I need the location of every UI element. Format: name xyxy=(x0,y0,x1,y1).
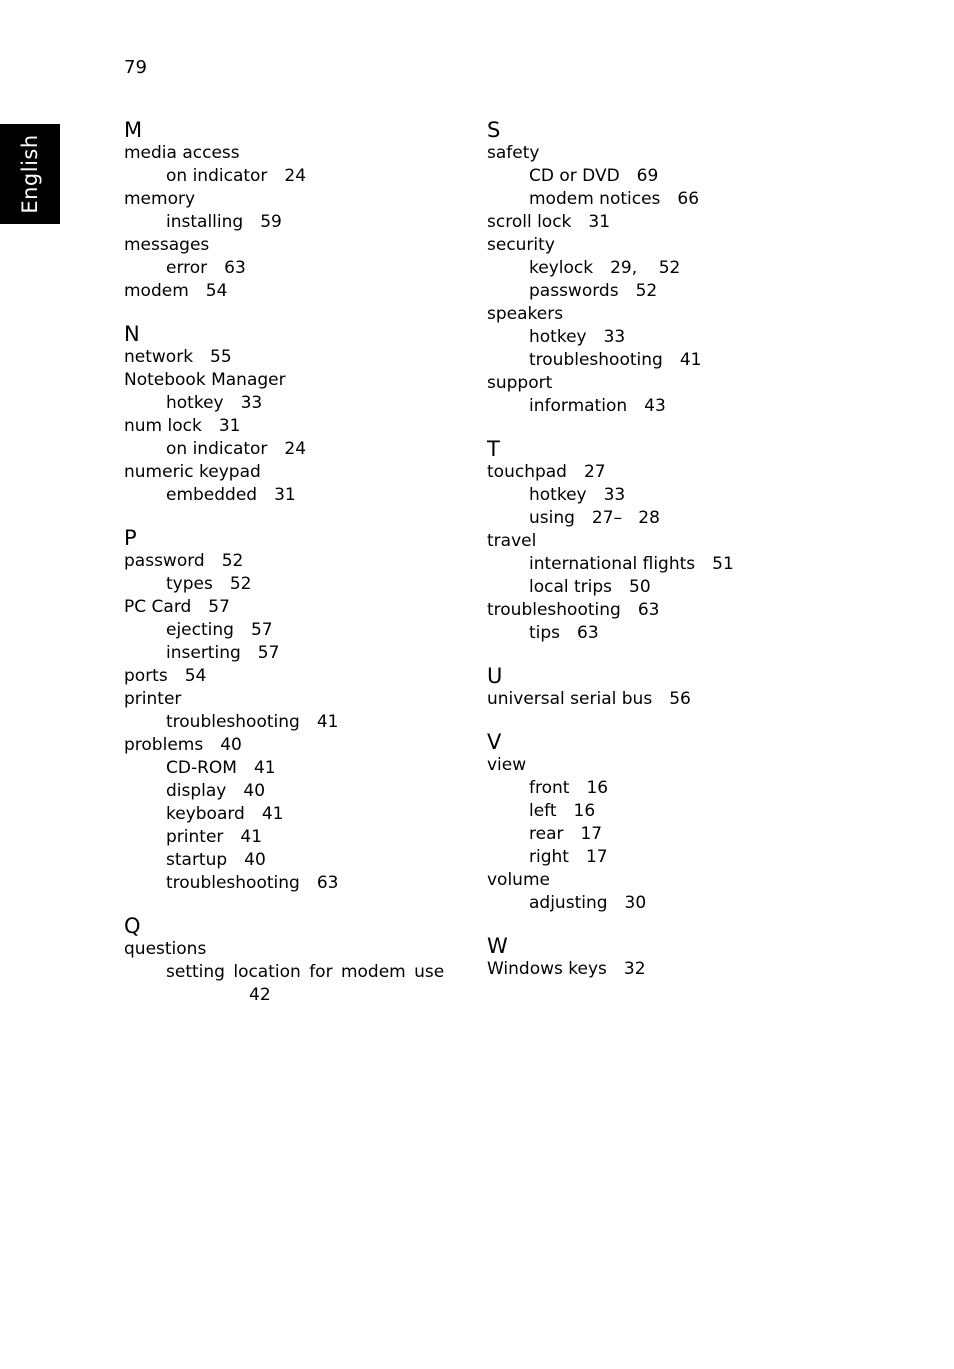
index-subentry xyxy=(124,484,454,507)
entry-term: password xyxy=(124,551,205,571)
entry-term: universal serial bus xyxy=(487,689,653,709)
entry-term: printer xyxy=(166,827,224,847)
entry-page-ref: 43 xyxy=(644,396,666,416)
index-section-p xyxy=(124,524,454,895)
index-entry xyxy=(124,938,454,961)
entry-page-ref: 69 xyxy=(636,166,659,186)
entry-term: ejecting xyxy=(166,620,234,640)
entry-page-ref: 51 xyxy=(712,554,734,574)
entry-page-ref: 33 xyxy=(240,393,263,413)
entry-term: using xyxy=(529,508,575,528)
entry-term: information xyxy=(529,396,628,416)
entry-term: ports xyxy=(124,666,168,686)
entry-page-ref: 63 xyxy=(224,258,246,278)
entry-page-ref: 40 xyxy=(220,735,242,755)
entry-term: touchpad xyxy=(487,462,567,482)
entry-term: network xyxy=(124,347,194,367)
index-subentry xyxy=(487,846,777,869)
section-letter: Q xyxy=(124,914,141,938)
index-subentry xyxy=(487,892,777,915)
entry-term: security xyxy=(487,235,555,255)
index-subentry xyxy=(487,280,777,303)
index-entry xyxy=(487,234,777,257)
entry-page-ref: 33 xyxy=(603,327,626,347)
entry-term: hotkey xyxy=(166,393,224,413)
entry-page-ref: 63 xyxy=(316,873,339,893)
entry-page-ref: 42 xyxy=(249,985,271,1005)
index-subentry xyxy=(124,826,454,849)
section-letter: M xyxy=(124,118,143,142)
entry-term: passwords xyxy=(529,281,619,301)
index-subentry xyxy=(487,165,777,188)
language-tab-label: English xyxy=(18,134,42,214)
entry-page-ref: 33 xyxy=(603,485,626,505)
entry-page-ref: 63 xyxy=(637,600,660,620)
entry-term: speakers xyxy=(487,304,564,324)
entry-term: left xyxy=(529,801,557,821)
index-entry xyxy=(487,303,777,326)
index-subentry xyxy=(487,800,777,823)
entry-term: hotkey xyxy=(529,485,587,505)
section-letter: W xyxy=(487,934,508,958)
index-subentry xyxy=(124,757,454,780)
entry-page-ref: 24 xyxy=(284,439,307,459)
entry-page-ref: 31 xyxy=(218,416,241,436)
entry-term: types xyxy=(166,574,213,594)
entry-page-ref: 41 xyxy=(253,758,276,778)
entry-term: troubleshooting xyxy=(166,873,300,893)
entry-term: scroll lock xyxy=(487,212,572,232)
index-subentry xyxy=(124,165,454,188)
entry-page-ref: 57 xyxy=(257,643,280,663)
section-letter: P xyxy=(124,526,137,550)
entry-term: modem xyxy=(124,281,189,301)
entry-term: view xyxy=(487,755,527,775)
entry-page-ref: 57 xyxy=(208,597,230,617)
index-subentry xyxy=(487,326,777,349)
entry-page-ref: 41 xyxy=(240,827,263,847)
index-subentry xyxy=(487,349,777,372)
entry-page-ref: 54 xyxy=(205,281,228,301)
entry-term: media access xyxy=(124,143,240,163)
entry-term: troubleshooting xyxy=(529,350,663,370)
index-subentry xyxy=(124,642,454,665)
index-subentry xyxy=(124,961,446,1007)
index-entry xyxy=(124,346,454,369)
section-letter: U xyxy=(487,664,503,688)
index-subentry xyxy=(124,392,454,415)
entry-page-ref: 30 xyxy=(624,893,647,913)
index-entry xyxy=(124,688,454,711)
index-subentry xyxy=(124,803,454,826)
index-entry xyxy=(124,234,454,257)
entry-term: right xyxy=(529,847,569,867)
index-section-q xyxy=(124,912,454,1007)
index-section-m xyxy=(124,116,454,303)
index-subentry xyxy=(487,188,777,211)
index-entry xyxy=(487,372,777,395)
entry-page-ref: 66 xyxy=(677,189,700,209)
index-entry xyxy=(487,754,777,777)
entry-page-ref: 16 xyxy=(586,778,609,798)
entry-term: modem notices xyxy=(529,189,661,209)
entry-term: Windows keys xyxy=(487,959,607,979)
entry-term: rear xyxy=(529,824,564,844)
entry-page-ref: 52 xyxy=(229,574,252,594)
index-entry xyxy=(487,869,777,892)
entry-term: local trips xyxy=(529,577,613,597)
index-entry xyxy=(124,415,454,438)
index-entry xyxy=(124,280,454,303)
entry-page-ref: 27– 28 xyxy=(591,508,660,528)
index-entry xyxy=(487,599,777,622)
index-entry xyxy=(487,211,777,234)
entry-term: CD-ROM xyxy=(166,758,237,778)
entry-term: troubleshooting xyxy=(166,712,300,732)
entry-page-ref: 56 xyxy=(669,689,691,709)
entry-term: on indicator xyxy=(166,439,268,459)
entry-term: keylock xyxy=(529,258,594,278)
entry-term: volume xyxy=(487,870,550,890)
entry-page-ref: 40 xyxy=(243,781,266,801)
index-column-left xyxy=(124,116,454,1024)
entry-page-ref: 54 xyxy=(184,666,207,686)
index-subentry xyxy=(487,823,777,846)
entry-term: memory xyxy=(124,189,196,209)
entry-page-ref: 41 xyxy=(316,712,339,732)
index-subentry xyxy=(487,622,777,645)
index-section-n xyxy=(124,320,454,507)
index-subentry xyxy=(124,573,454,596)
entry-term: embedded xyxy=(166,485,258,505)
index-entry xyxy=(124,596,454,619)
section-letter: S xyxy=(487,118,501,142)
index-entry xyxy=(487,461,777,484)
section-letter: V xyxy=(487,730,502,754)
index-subentry xyxy=(487,484,777,507)
entry-term: inserting xyxy=(166,643,241,663)
entry-term: tips xyxy=(529,623,561,643)
entry-term: front xyxy=(529,778,570,798)
entry-page-ref: 63 xyxy=(577,623,599,643)
index-section-t xyxy=(487,435,777,645)
index-subentry xyxy=(124,211,454,234)
entry-term: error xyxy=(166,258,208,278)
index-entry xyxy=(124,369,454,392)
index-entry xyxy=(124,665,454,688)
index-subentry xyxy=(487,576,777,599)
entry-term: display xyxy=(166,781,227,801)
index-subentry xyxy=(487,257,777,280)
language-side-tab xyxy=(0,124,60,224)
entry-term: on indicator xyxy=(166,166,268,186)
entry-page-ref: 52 xyxy=(221,551,244,571)
entry-page-ref: 50 xyxy=(629,577,651,597)
entry-term: keyboard xyxy=(166,804,245,824)
index-entry xyxy=(487,688,777,711)
entry-page-ref: 41 xyxy=(261,804,284,824)
index-subentry xyxy=(487,395,777,418)
index-subentry xyxy=(124,872,454,895)
index-subentry xyxy=(124,711,454,734)
index-subentry xyxy=(124,780,454,803)
index-subentry xyxy=(487,553,777,576)
entry-term: Notebook Manager xyxy=(124,370,286,390)
entry-page-ref: 55 xyxy=(210,347,232,367)
index-entry xyxy=(124,461,454,484)
entry-page-ref: 52 xyxy=(635,281,658,301)
entry-term: safety xyxy=(487,143,540,163)
index-entry xyxy=(487,958,777,981)
entry-page-ref: 16 xyxy=(573,801,596,821)
entry-page-ref: 27 xyxy=(583,462,606,482)
entry-term: PC Card xyxy=(124,597,192,617)
entry-term: travel xyxy=(487,531,537,551)
index-section-w xyxy=(487,932,777,981)
entry-term: numeric keypad xyxy=(124,462,261,482)
entry-page-ref: 24 xyxy=(284,166,307,186)
entry-term: setting location for modem use xyxy=(166,962,445,982)
section-letter: N xyxy=(124,322,140,346)
index-subentry xyxy=(124,849,454,872)
index-subentry xyxy=(487,777,777,800)
index-entry xyxy=(124,188,454,211)
entry-page-ref: 29, 52 xyxy=(610,258,681,278)
entry-page-ref: 31 xyxy=(274,485,296,505)
entry-term: problems xyxy=(124,735,204,755)
index-subentry xyxy=(487,507,777,530)
entry-term: questions xyxy=(124,939,207,959)
entry-page-ref: 17 xyxy=(580,824,603,844)
entry-page-ref: 17 xyxy=(585,847,608,867)
page-number: 79 xyxy=(124,57,147,78)
entry-term: startup xyxy=(166,850,228,870)
index-subentry xyxy=(124,257,454,280)
entry-page-ref: 57 xyxy=(250,620,273,640)
entry-page-ref: 32 xyxy=(623,959,646,979)
index-entry xyxy=(124,734,454,757)
entry-term: CD or DVD xyxy=(529,166,620,186)
index-section-u xyxy=(487,662,777,711)
entry-term: printer xyxy=(124,689,182,709)
index-entry xyxy=(487,530,777,553)
index-section-v xyxy=(487,728,777,915)
index-entry xyxy=(124,142,454,165)
entry-page-ref: 59 xyxy=(260,212,282,232)
entry-term: hotkey xyxy=(529,327,587,347)
index-subentry xyxy=(124,619,454,642)
index-entry xyxy=(487,142,777,165)
entry-page-ref: 31 xyxy=(588,212,611,232)
entry-term: installing xyxy=(166,212,244,232)
entry-page-ref: 41 xyxy=(679,350,702,370)
index-section-s xyxy=(487,116,777,418)
entry-term: support xyxy=(487,373,553,393)
entry-term: troubleshooting xyxy=(487,600,621,620)
entry-term: adjusting xyxy=(529,893,608,913)
entry-term: num lock xyxy=(124,416,202,436)
index-subentry xyxy=(124,438,454,461)
entry-page-ref: 40 xyxy=(244,850,266,870)
index-entry xyxy=(124,550,454,573)
index-column-right xyxy=(487,116,777,998)
section-letter: T xyxy=(487,437,500,461)
entry-term: messages xyxy=(124,235,210,255)
entry-term: international flights xyxy=(529,554,696,574)
